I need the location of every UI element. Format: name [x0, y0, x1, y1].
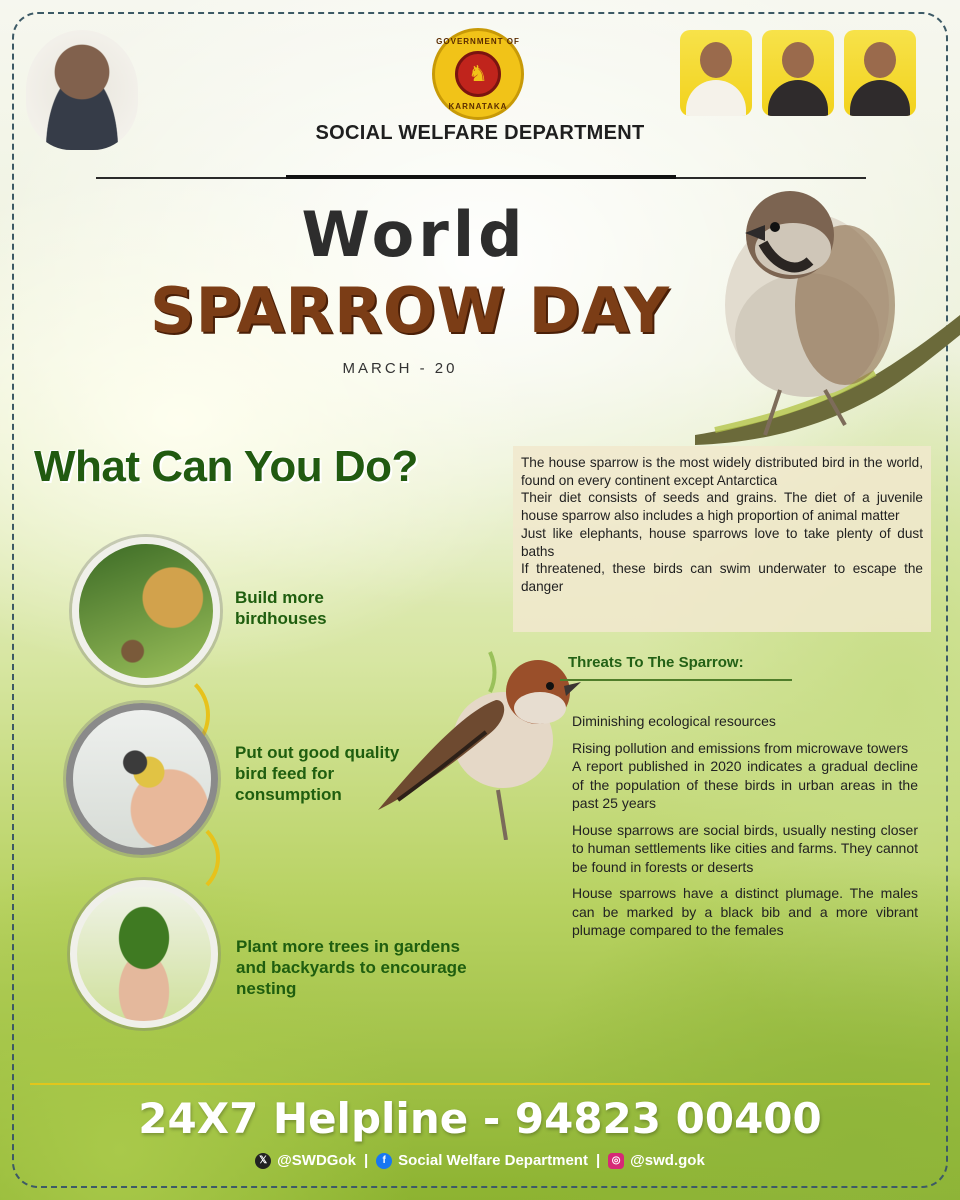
helpline-number: 24X7 Helpline - 94823 00400 — [138, 1094, 822, 1143]
instagram-link[interactable]: @swd.gok — [630, 1152, 705, 1169]
threats-list — [572, 712, 918, 948]
sparrow-on-branch-illustration — [695, 185, 960, 445]
leader-photos — [680, 30, 916, 116]
fact-item: Just like elephants, house sparrows love to take plenty of dust baths — [521, 525, 923, 559]
separator: | — [363, 1152, 369, 1169]
leader-photo-2 — [762, 30, 834, 116]
event-date: MARCH - 20 — [342, 360, 458, 377]
action-item-birdhouses: Build more birdhouses — [235, 588, 327, 628]
social-links — [0, 1152, 960, 1169]
facebook-icon: f — [376, 1153, 392, 1169]
sparrow-perched-illustration — [378, 640, 583, 840]
threats-underline — [560, 679, 792, 681]
footer-divider — [30, 1083, 930, 1085]
action-item-bird-feed: Put out good quality bird feed for consumption — [235, 743, 400, 804]
leader-photo-3 — [844, 30, 916, 116]
threat-item: Rising pollution and emissions from microwave towers — [572, 739, 909, 756]
separator: | — [595, 1152, 601, 1169]
threat-item: House sparrows have a distinct plumage. The males can be marked by a black bib and a more vibrant plumage compared to the females — [572, 885, 918, 938]
fact-item: Their diet consists of seeds and grains. The diet of a juvenile house sparrow also includes a high proportion of animal matter — [521, 490, 923, 524]
threat-item: House sparrows are social birds, usually nesting closer to human settlements like cities and farms. They cannot be found in forests or deserts — [572, 821, 918, 875]
leader-photo-1 — [680, 30, 752, 116]
x-twitter-icon: 𝕏 — [255, 1153, 271, 1169]
action-item-plant-trees: Plant more trees in gardens and backyards to encourage nesting — [236, 937, 467, 998]
threats-title: Threats To The Sparrow: — [568, 654, 744, 671]
x-handle-link[interactable]: @SWDGok — [277, 1152, 356, 1169]
bird-feed-image — [66, 703, 218, 855]
tree-planting-image — [70, 880, 218, 1028]
emblem-shield-icon: ♞ — [455, 51, 501, 97]
fact-item: If threatened, these birds can swim underwater to escape the danger — [521, 561, 923, 594]
title-sparrow-day: SPARROW DAY — [150, 274, 670, 347]
threat-item: A report published in 2020 indicates a gradual decline of the population of these birds in urban areas in the past 25 years — [572, 758, 918, 811]
karnataka-emblem — [432, 28, 524, 120]
sparrow-facts-box — [513, 446, 931, 632]
facebook-link[interactable]: Social Welfare Department — [398, 1152, 588, 1169]
fact-item: The house sparrow is the most widely distributed bird in the world, found on every continent except Antarctica — [521, 455, 923, 488]
threat-item: Diminishing ecological resources — [572, 713, 776, 729]
what-can-you-do-heading: What Can You Do? — [34, 442, 418, 491]
header-divider — [96, 177, 866, 179]
ambedkar-portrait — [26, 30, 138, 150]
emblem-text-bottom: KARNATAKA — [448, 102, 508, 111]
title-world: World — [301, 198, 527, 271]
department-title: SOCIAL WELFARE DEPARTMENT — [315, 122, 645, 144]
birdhouse-image — [72, 537, 220, 685]
instagram-icon: ◎ — [608, 1153, 624, 1169]
emblem-text-top: GOVERNMENT OF — [436, 37, 520, 46]
